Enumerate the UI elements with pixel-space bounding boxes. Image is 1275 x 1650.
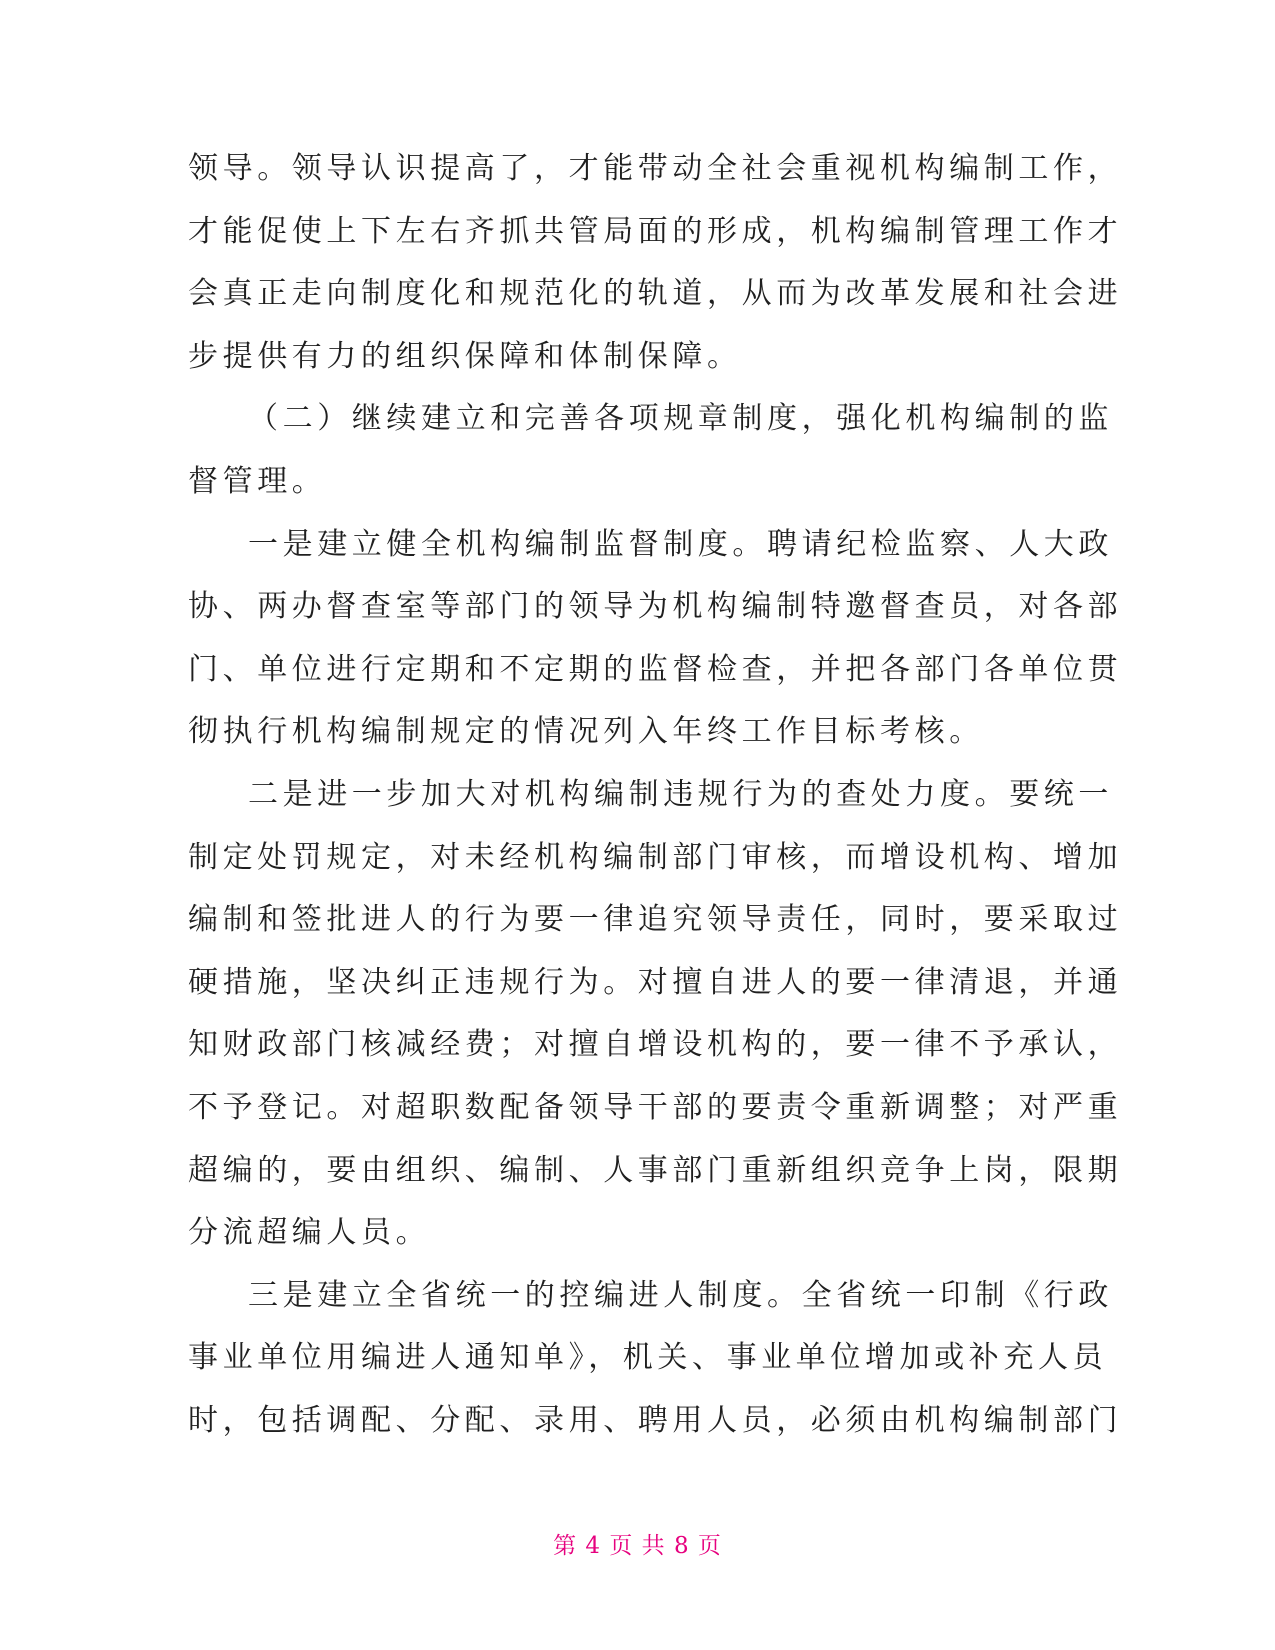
text-line: 硬措施，坚决纠正违规行为。对擅自进人的要一律清退，并通	[188, 964, 1123, 1000]
page-footer	[0, 1527, 1275, 1560]
text-line: 编制和签批进人的行为要一律追究领导责任，同时，要采取过	[188, 902, 1123, 938]
text-line: 门、单位进行定期和不定期的监督检查，并把各部门各单位贯	[188, 651, 1123, 687]
text-line: 知财政部门核减经费；对擅自增设机构的，要一律不予承认，	[188, 1027, 1123, 1063]
text-line: 不予登记。对超职数配备领导干部的要责令重新调整；对严重	[188, 1089, 1123, 1125]
text-line: 时，包括调配、分配、录用、聘用人员，必须由机构编制部门	[188, 1402, 1123, 1438]
text-line: 步提供有力的组织保障和体制保障。	[188, 338, 742, 374]
text-line: 分流超编人员。	[188, 1215, 431, 1251]
text-line: 制定处罚规定，对未经机构编制部门审核，而增设机构、增加	[188, 839, 1123, 875]
text-line: 领导。领导认识提高了，才能带动全社会重视机构编制工作，	[188, 151, 1123, 186]
text-line: 督管理。	[188, 463, 327, 499]
text-line: 协、两办督查室等部门的领导为机构编制特邀督查员，对各部	[188, 589, 1123, 625]
text-line: 三是建立全省统一的控编进人制度。全省统一印制《行政	[248, 1277, 1113, 1313]
text-line: 彻执行机构编制规定的情况列入年终工作目标考核。	[188, 714, 984, 750]
text-line: 超编的，要由组织、编制、人事部门重新组织竞争上岗，限期	[188, 1152, 1123, 1188]
text-line: 才能促使上下左右齐抓共管局面的形成，机构编制管理工作才	[188, 213, 1123, 249]
text-line: 二是进一步加大对机构编制违规行为的查处力度。要统一	[248, 776, 1113, 812]
text-line: 会真正走向制度化和规范化的轨道，从而为改革发展和社会进	[188, 276, 1123, 312]
text-line: （二）继续建立和完善各项规章制度，强化机构编制的监	[248, 401, 1113, 437]
text-line: 事业单位用编进人通知单》，机关、事业单位增加或补充人员	[188, 1340, 1108, 1376]
page-number-label: 第 4 页 共 8 页	[553, 1533, 722, 1559]
document-body	[188, 138, 1123, 1452]
text-line: 一是建立健全机构编制监督制度。聘请纪检监察、人大政	[248, 526, 1113, 562]
